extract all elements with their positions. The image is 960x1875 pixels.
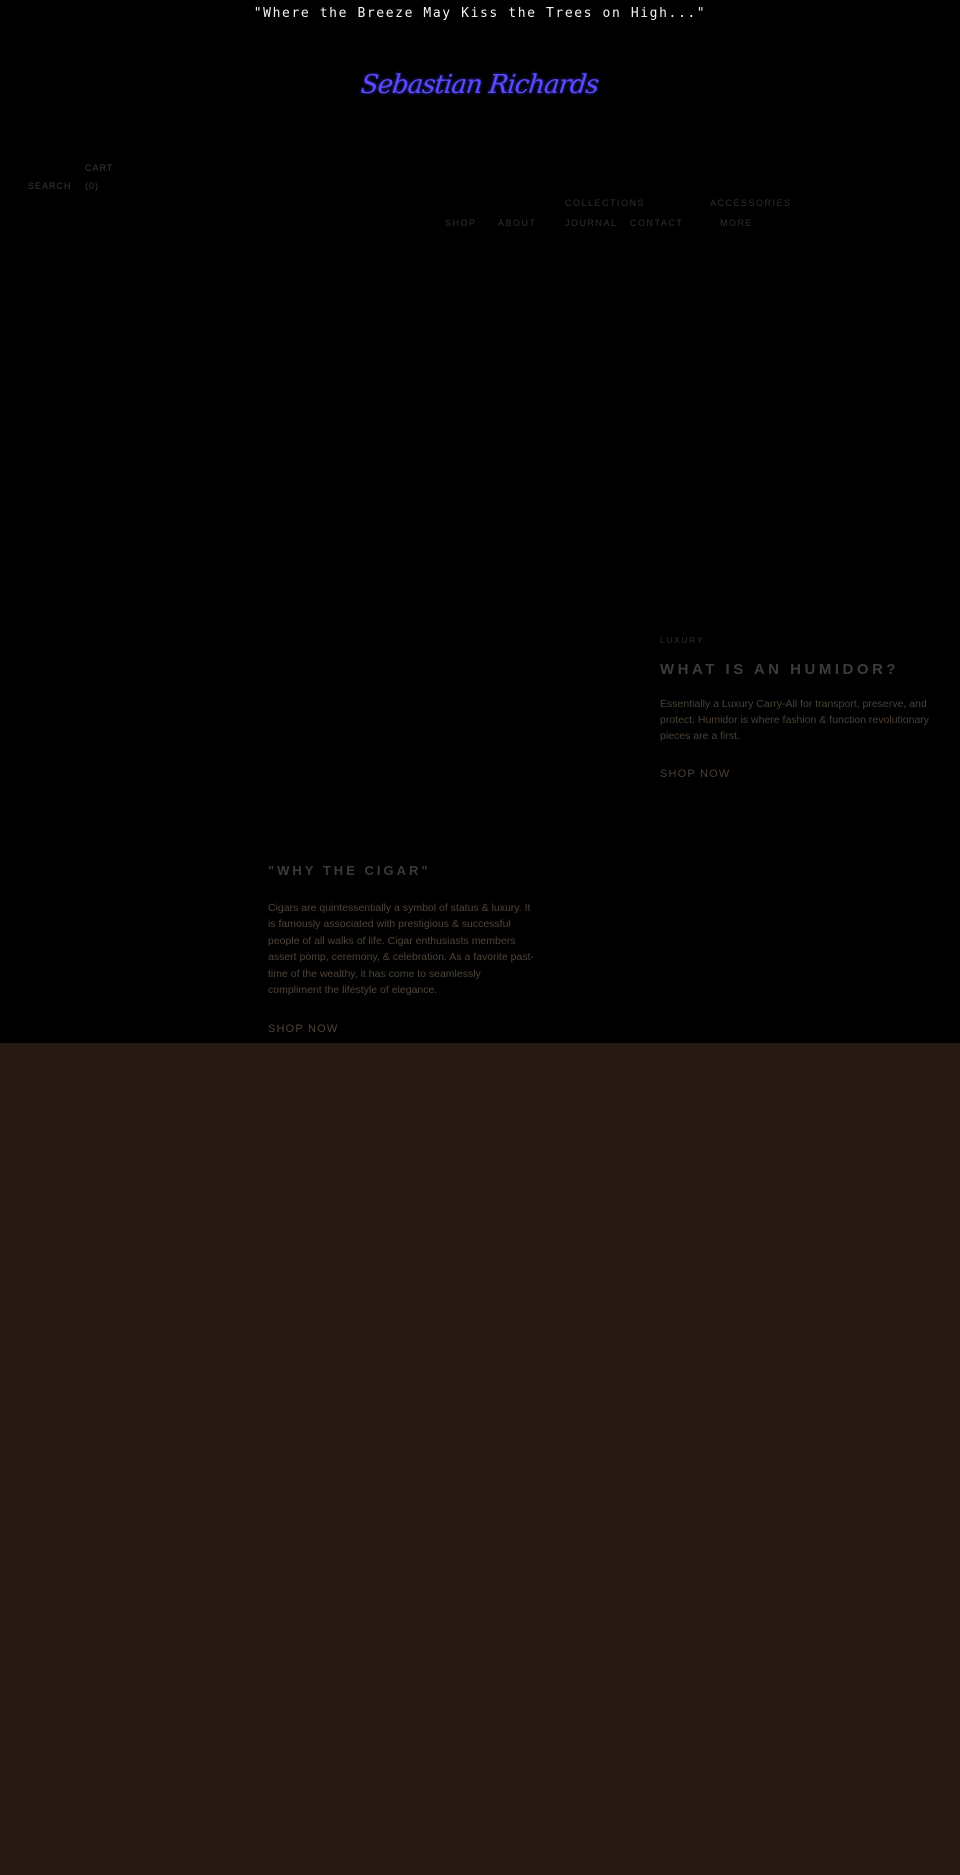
humidor-eyebrow: LUXURY (660, 636, 705, 645)
search-link[interactable]: SEARCH (28, 181, 72, 191)
bag-count[interactable]: (0) (85, 181, 99, 191)
humidor-body: Essentially a Luxury Carry-All for transport, preserve, and protect. Humidor is where fashion & function revolutionary pieces are a first. (660, 698, 930, 742)
nav-item-journal[interactable]: JOURNAL (565, 218, 618, 228)
nav-item-shop[interactable]: SHOP (445, 218, 477, 228)
humidor-shop-now-link[interactable]: SHOP NOW (660, 768, 731, 780)
why-the-cigar-headline: "WHY THE CIGAR" (268, 862, 431, 878)
cart-link[interactable]: CART (85, 163, 114, 173)
why-the-cigar-block (268, 852, 558, 1037)
humidor-headline: WHAT IS AN HUMIDOR? (660, 661, 899, 678)
humidor-feature-block (660, 636, 960, 782)
main-navigation (420, 192, 820, 232)
why-the-cigar-body: Cigars are quintessentially a symbol of status & luxury. It is famously associated with prestigious & successful people of all walks of life. Cigar enthusiasts members assert pomp, ceremony, & celebration. As a favorite past-time of the wealthy, it has come to seamlessly compliment the lifestyle of elegance. (268, 901, 534, 997)
nav-item-contact[interactable]: CONTACT (630, 218, 684, 228)
brand-logo-text: Sebastian Richards (359, 70, 601, 100)
bottom-brown-panel (0, 1043, 960, 1875)
announcement-bar (0, 0, 960, 26)
announcement-text: "Where the Breeze May Kiss the Trees on High..." (253, 5, 707, 21)
nav-item-collections[interactable]: COLLECTIONS (565, 198, 646, 208)
nav-item-more[interactable]: MORE (720, 218, 753, 228)
nav-item-about[interactable]: ABOUT (498, 218, 537, 228)
nav-item-accessories[interactable]: ACCESSORIES (710, 198, 792, 208)
why-the-cigar-shop-now-link[interactable]: SHOP NOW (268, 1022, 339, 1035)
brand-logo[interactable] (0, 70, 960, 100)
bottom-panel-content (0, 1043, 960, 1875)
